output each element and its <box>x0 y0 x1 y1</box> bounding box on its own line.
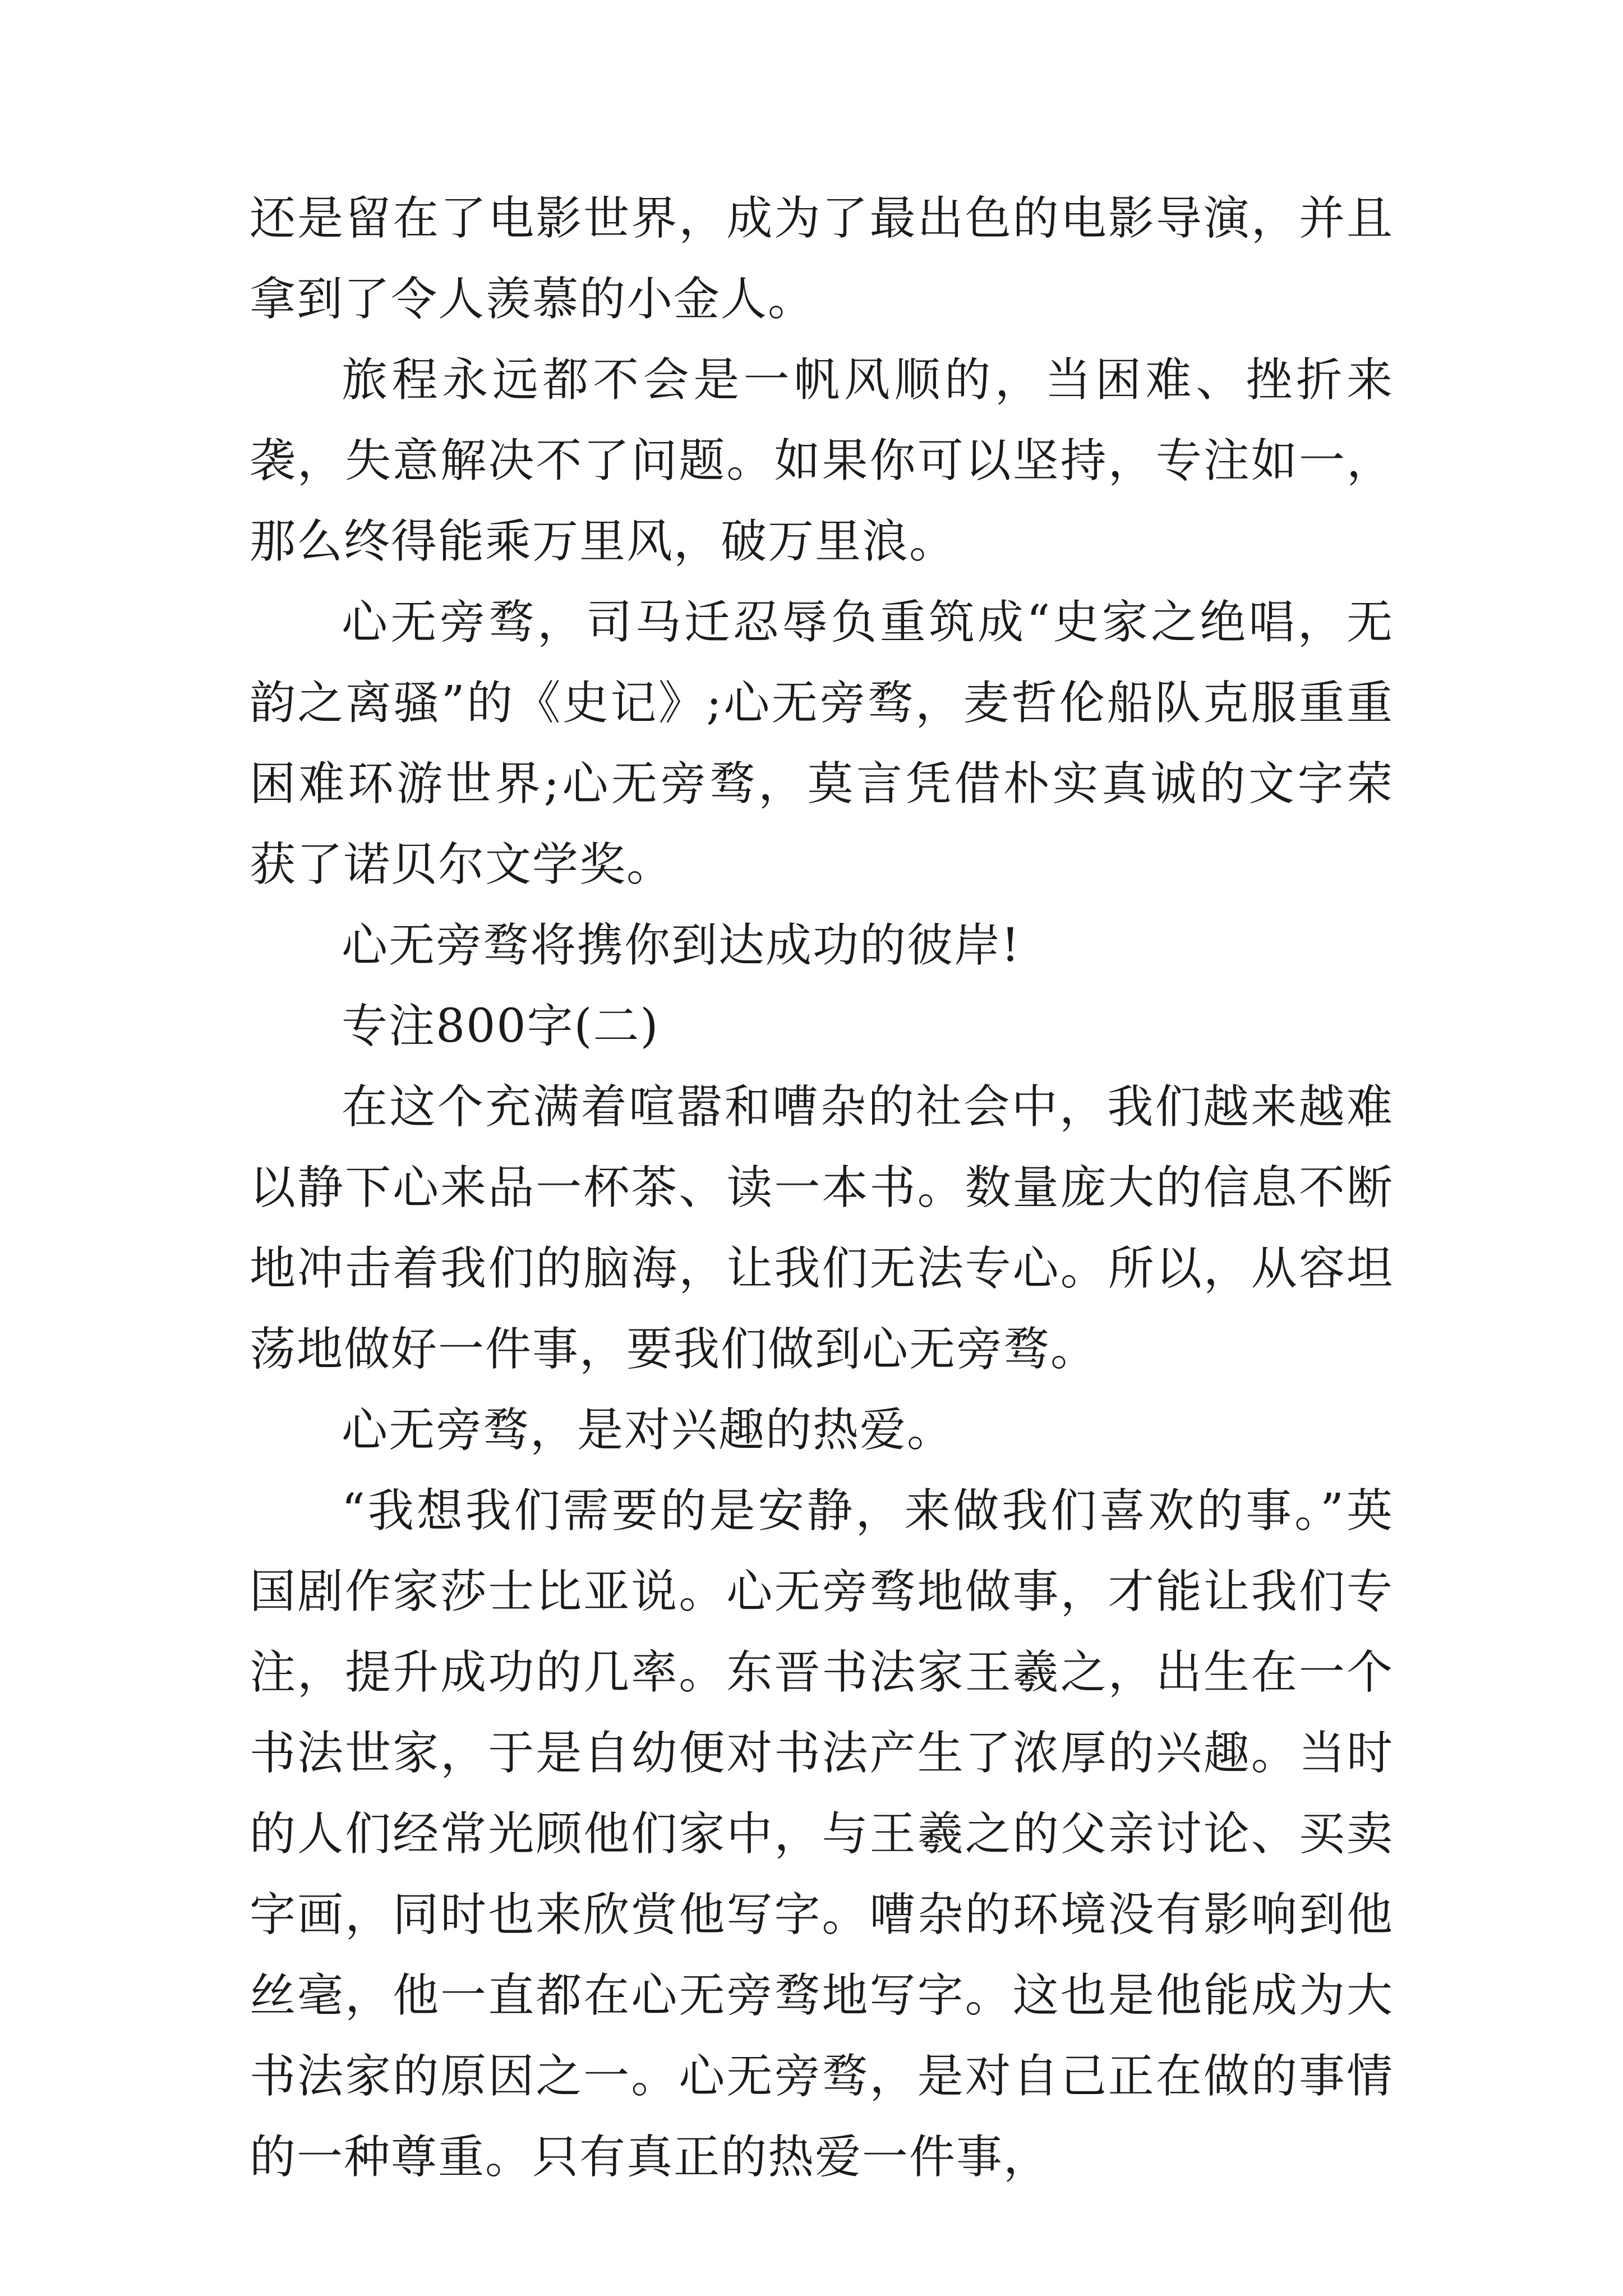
paragraph-3: 心无旁骛，司马迁忍辱负重筑成“史家之绝唱，无韵之离骚”的《史记》;心无旁骛，麦哲伦船队克服重重困难环游世界;心无旁骛，莫言凭借朴实真诚的文字荣获了诺贝尔文学奖。 <box>250 596 1394 891</box>
paragraph-4: 心无旁骛将携你到达成功的彼岸! <box>342 919 1021 972</box>
paragraph-5: 在这个充满着喧嚣和嘈杂的社会中，我们越来越难以静下心来品一杯茶、读一本书。数量庞大的信息不断地冲击着我们的脑海，让我们无法专心。所以，从容坦荡地做好一件事，要我们做到心无旁骛。 <box>250 1080 1394 1376</box>
paragraph-2: 旅程永远都不会是一帆风顺的，当困难、挫折来袭，失意解决不了问题。如果你可以坚持，专注如一，那么终得能乘万里风，破万里浪。 <box>250 353 1394 568</box>
paragraph-1: 还是留在了电影世界，成为了最出色的电影导演，并且拿到了令人羡慕的小金人。 <box>250 192 1394 326</box>
document-body <box>250 178 1394 2198</box>
section-heading: 专注800字(二) <box>342 1000 660 1053</box>
paragraph-6: 心无旁骛，是对兴趣的热爱。 <box>342 1404 955 1457</box>
paragraph-7: “我想我们需要的是安静，来做我们喜欢的事。”英国剧作家莎士比亚说。心无旁骛地做事，才能让我们专注，提升成功的几率。东晋书法家王羲之，出生在一个书法世家，于是自幼便对书法产生了浓厚的兴趣。当时的人们经常光顾他们家中，与王羲之的父亲讨论、买卖字画，同时也来欣赏他写字。嘈杂的环境没有影响到他丝毫，他一直都在心无旁骛地写字。这也是他能成为大书法家的原因之一。心无旁骛，是对自己正在做的事情的一种尊重。只有真正的热爱一件事， <box>250 1484 1394 2184</box>
